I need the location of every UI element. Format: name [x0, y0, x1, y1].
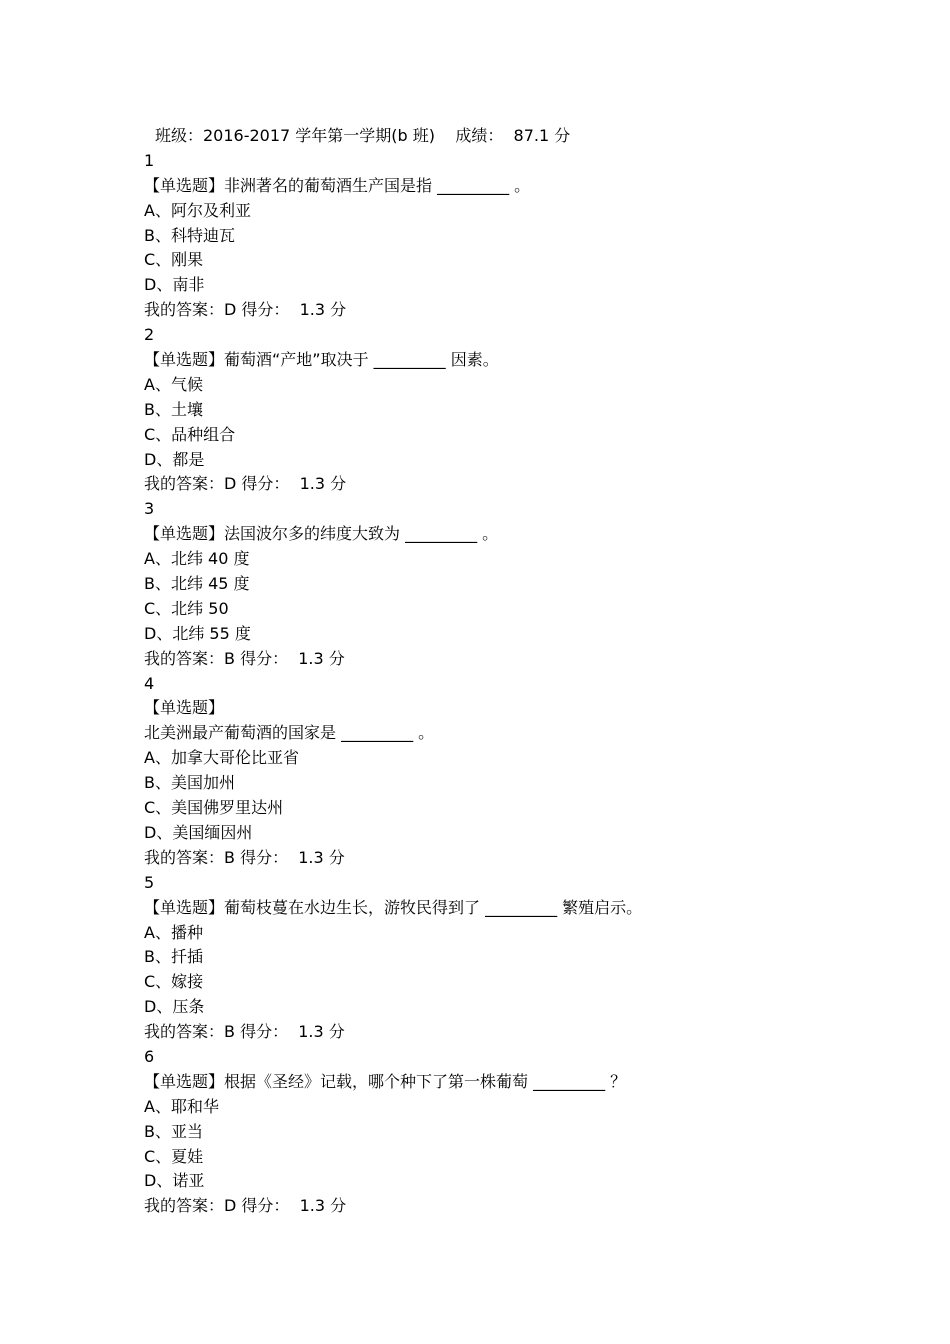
question-number: 6 [144, 1046, 155, 1066]
answer-option: B、亚当 [144, 1121, 203, 1141]
my-answer-score: 我的答案：D 得分： 1.3 分 [144, 1196, 347, 1216]
answer-option: B、美国加州 [144, 773, 235, 793]
my-answer-score: 我的答案：D 得分： 1.3 分 [144, 300, 347, 320]
class-score-header: 班级：2016-2017 学年第一学期(b 班) 成绩： 87.1 分 [155, 126, 571, 145]
answer-option: B、北纬 45 度 [144, 574, 250, 594]
question-text: 【单选题】非洲著名的葡萄酒生产国是指 _________ 。 [144, 175, 531, 195]
answer-option: D、都是 [144, 449, 205, 469]
my-answer-score: 我的答案：D 得分： 1.3 分 [144, 474, 347, 494]
answer-option: A、耶和华 [144, 1096, 219, 1116]
answer-option: A、加拿大哥伦比亚省 [144, 748, 299, 768]
answer-option: D、美国缅因州 [144, 822, 253, 842]
question-text: 【单选题】葡萄酒“产地”取决于 _________ 因素。 [144, 350, 499, 370]
document-page [144, 124, 904, 1219]
answer-option: C、嫁接 [144, 972, 204, 992]
answer-option: C、夏娃 [144, 1146, 204, 1166]
question-block [144, 672, 904, 871]
answer-option: B、扦插 [144, 947, 203, 967]
question-block [144, 871, 904, 1045]
answer-option: C、美国佛罗里达州 [144, 798, 284, 818]
answer-option: C、品种组合 [144, 424, 236, 444]
question-text: 【单选题】根据《圣经》记载，哪个种下了第一株葡萄 _________ ？ [144, 1071, 627, 1091]
my-answer-score: 我的答案：B 得分： 1.3 分 [144, 1022, 345, 1042]
answer-option: B、土壤 [144, 399, 203, 419]
my-answer-score: 我的答案：B 得分： 1.3 分 [144, 847, 345, 867]
question-text: 【单选题】 [144, 698, 225, 718]
question-block [144, 1045, 904, 1219]
answer-option: B、科特迪瓦 [144, 225, 235, 245]
question-block [144, 323, 904, 497]
answer-option: A、播种 [144, 922, 203, 942]
question-number: 5 [144, 872, 155, 892]
question-number: 4 [144, 673, 155, 693]
my-answer-score: 我的答案：B 得分： 1.3 分 [144, 648, 345, 668]
answer-option: D、诺亚 [144, 1171, 205, 1191]
answer-option: A、气候 [144, 374, 203, 394]
question-text: 【单选题】葡萄枝蔓在水边生长，游牧民得到了 _________ 繁殖启示。 [144, 897, 643, 917]
question-number: 2 [144, 325, 155, 345]
question-block [144, 497, 904, 671]
answer-option: C、刚果 [144, 250, 204, 270]
answer-option: D、北纬 55 度 [144, 623, 251, 643]
question-number: 1 [144, 150, 155, 170]
question-block [144, 149, 904, 323]
answer-option: A、阿尔及利亚 [144, 200, 251, 220]
answer-option: C、北纬 50 [144, 598, 229, 618]
answer-option: A、北纬 40 度 [144, 549, 250, 569]
answer-option: D、南非 [144, 275, 205, 295]
answer-option: D、压条 [144, 997, 205, 1017]
question-number: 3 [144, 499, 155, 519]
question-list [144, 149, 904, 1219]
question-text: 北美洲最产葡萄酒的国家是 _________ 。 [144, 723, 435, 743]
question-text: 【单选题】法国波尔多的纬度大致为 _________ 。 [144, 524, 499, 544]
